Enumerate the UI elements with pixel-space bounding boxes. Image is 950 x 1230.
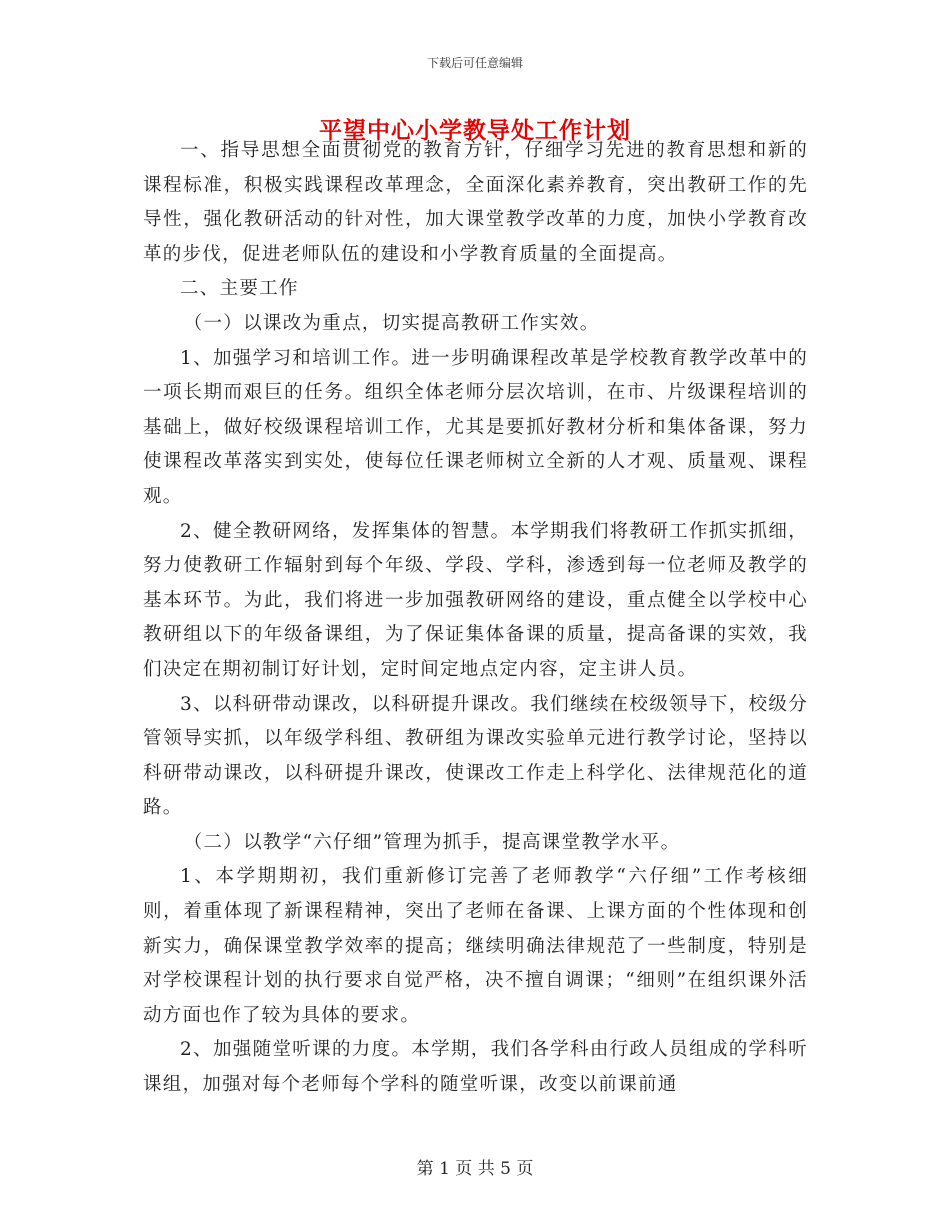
document-title: 平望中心小学教导处工作计划 xyxy=(319,117,631,144)
paragraph-assessment-rules: 1、本学期期初，我们重新修订完善了老师教学“六仔细”工作考核细则，着重体现了新课程精神，突出了老师在备课、上课方面的个性体现和创新实力，确保课堂教学效率的提高；继续明确法律规范了一些制度，特别是对学校课程计划的执行要求自觉严格，决不擅自调课；“细则”在组织课外活动方面也作了较为具体的要求。 xyxy=(143,866,808,1026)
paragraph-research-driven-reform: 3、以科研带动课改，以科研提升课改。我们继续在校级领导下，校级分管领导实抓，以年级学科组、教研组为课改实验单元进行教学讨论，坚持以科研带动课改，以科研提升课改，使课改工作走上科学化、法律规范化的道路。 xyxy=(143,693,808,819)
document-body xyxy=(143,134,808,1103)
header-note: 下载后可任意编辑 xyxy=(426,56,523,70)
paragraph-study-and-training: 1、加强学习和培训工作。进一步明确课程改革是学校教育教学改革中的一项长期而艰巨的任务。组织全体老师分层次培训，在市、片级课程培训的基础上，做好校级课程培训工作，尤其是要抓好教材分析和集体备课，努力使课程改革落实到实处，使每位任课老师树立全新的人才观、质量观、课程观。 xyxy=(143,347,808,507)
subsection-heading-six-careful: （二）以教学“六仔细”管理为抓手，提高课堂教学水平。 xyxy=(183,831,681,853)
page-number-footer: 第 1 页 共 5 页 xyxy=(416,1159,534,1179)
paragraph-teaching-research-network: 2、健全教研网络，发挥集体的智慧。本学期我们将教研工作抓实抓细，努力使教研工作辐射到每个年级、学段、学科，渗透到每一位老师及教学的基本环节。为此，我们将进一步加强教研网络的建设，重点健全以学校中心教研组以下的年级备课组，为了保证集体备课的质量，提高备课的实效，我们决定在期初制订好计划，定时间定地点定内容，定主讲人员。 xyxy=(143,520,808,680)
subsection-heading-curriculum-reform: （一）以课改为重点，切实提高教研工作实效。 xyxy=(183,312,600,334)
paragraph-guiding-thought: 一、指导思想全面贯彻党的教育方针，仔细学习先进的教育思想和新的课程标准，积极实践课程改革理念，全面深化素养教育，突出教研工作的先导性，强化教研活动的针对性，加大课堂教学改革的力度，加快小学教育改革的步伐，促进老师队伍的建设和小学教育质量的全面提高。 xyxy=(143,140,808,265)
section-heading-main-work: 二、主要工作 xyxy=(180,278,299,300)
paragraph-classroom-observation: 2、加强随堂听课的力度。本学期，我们各学科由行政人员组成的学科听课组，加强对每个老师每个学科的随堂听课，改变以前课前通 xyxy=(143,1039,808,1096)
